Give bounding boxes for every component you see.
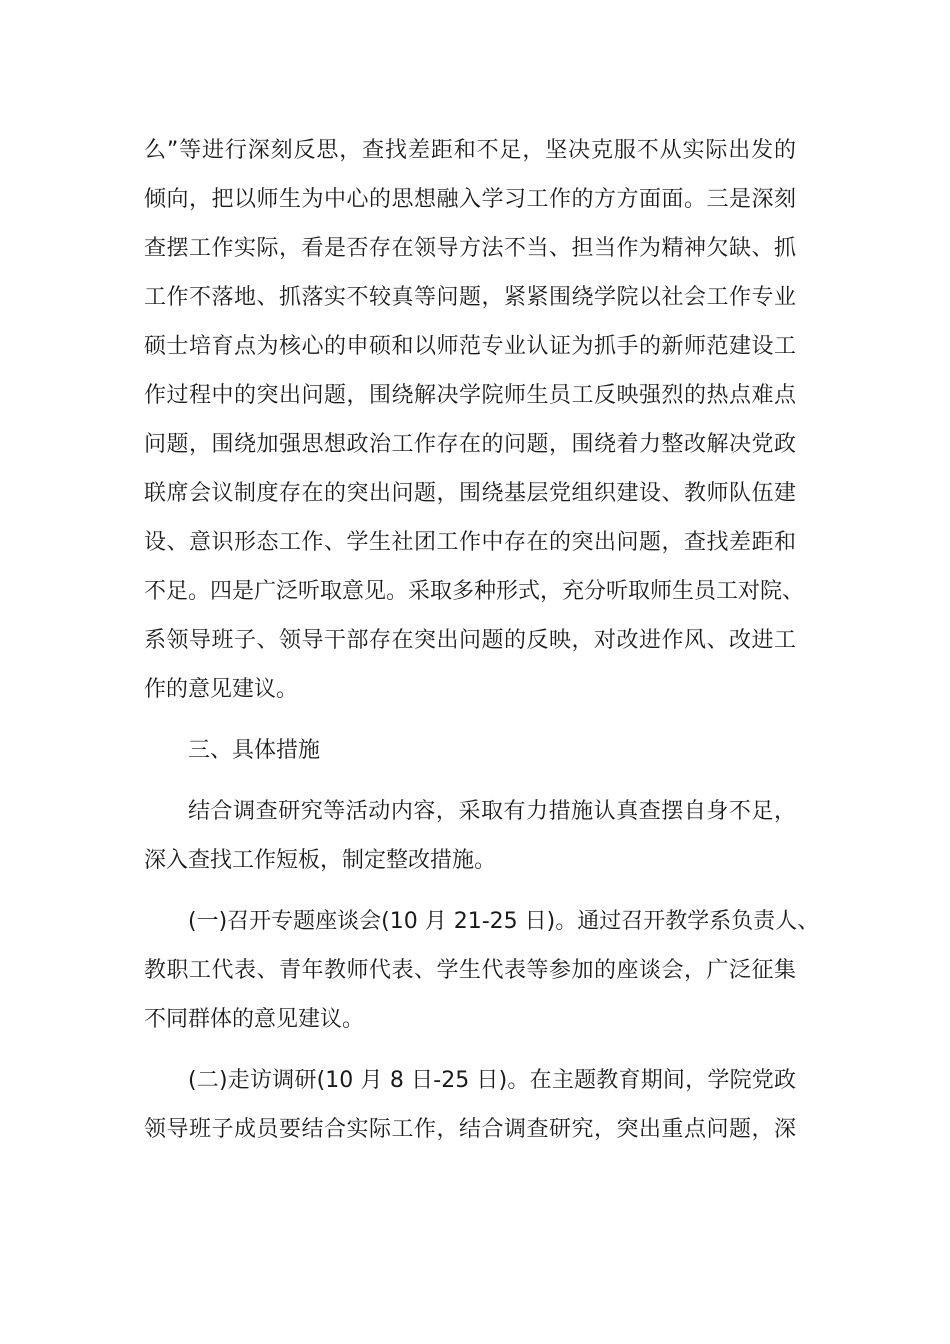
- paragraph-reflection: [144, 126, 805, 714]
- text-line: 结合调查研究等活动内容，采取有力措施认真查摆自身不足，: [188, 799, 796, 824]
- document-body: [144, 126, 820, 1154]
- text-line: 不足。四是广泛听取意见。采取多种形式，充分听取师生员工对院、: [144, 579, 805, 604]
- text-line: 作的意见建议。: [144, 677, 299, 702]
- text-line: 设、意识形态工作、学生社团工作中存在的突出问题，查找差距和: [144, 530, 796, 555]
- section-heading: [144, 726, 796, 775]
- text-line: 查摆工作实际，看是否存在领导方法不当、担当作为精神欠缺、抓: [144, 236, 796, 261]
- text-line: 领导班子成员要结合实际工作，结合调查研究，突出重点问题，深: [144, 1117, 796, 1142]
- text-line: 不同群体的意见建议。: [144, 1007, 365, 1032]
- paragraph-intro: [144, 787, 796, 885]
- text-line: (二)走访调研(10 月 8 日-25 日)。在主题教育期间，学院党政: [188, 1068, 796, 1093]
- text-line: (一)召开专题座谈会(10 月 21-25 日)。通过召开教学系负责人、: [188, 909, 820, 934]
- text-line: 工作不落地、抓落实不较真等问题，紧紧围绕学院以社会工作专业: [144, 285, 796, 310]
- text-line: 作过程中的突出问题，围绕解决学院师生员工反映强烈的热点难点: [144, 383, 796, 408]
- text-line: 教职工代表、青年教师代表、学生代表等参加的座谈会，广泛征集: [144, 958, 796, 983]
- section-heading-text: 三、具体措施: [188, 738, 321, 763]
- text-line: 深入查找工作短板，制定整改措施。: [144, 848, 497, 873]
- text-line: 硕士培育点为核心的申硕和以师范专业认证为抓手的新师范建设工: [144, 334, 796, 359]
- paragraph-measure-1: [144, 897, 820, 1044]
- text-line: 系领导班子、领导干部存在突出问题的反映，对改进作风、改进工: [144, 628, 796, 653]
- text-line: 倾向，把以师生为中心的思想融入学习工作的方方面面。三是深刻: [144, 187, 796, 212]
- text-line: 联席会议制度存在的突出问题，围绕基层党组织建设、教师队伍建: [144, 481, 796, 506]
- text-line: 问题，围绕加强思想政治工作存在的问题，围绕着力整改解决党政: [144, 432, 796, 457]
- paragraph-measure-2: [144, 1056, 796, 1154]
- text-line: 么”等进行深刻反思，查找差距和不足，坚决克服不从实际出发的: [144, 138, 796, 163]
